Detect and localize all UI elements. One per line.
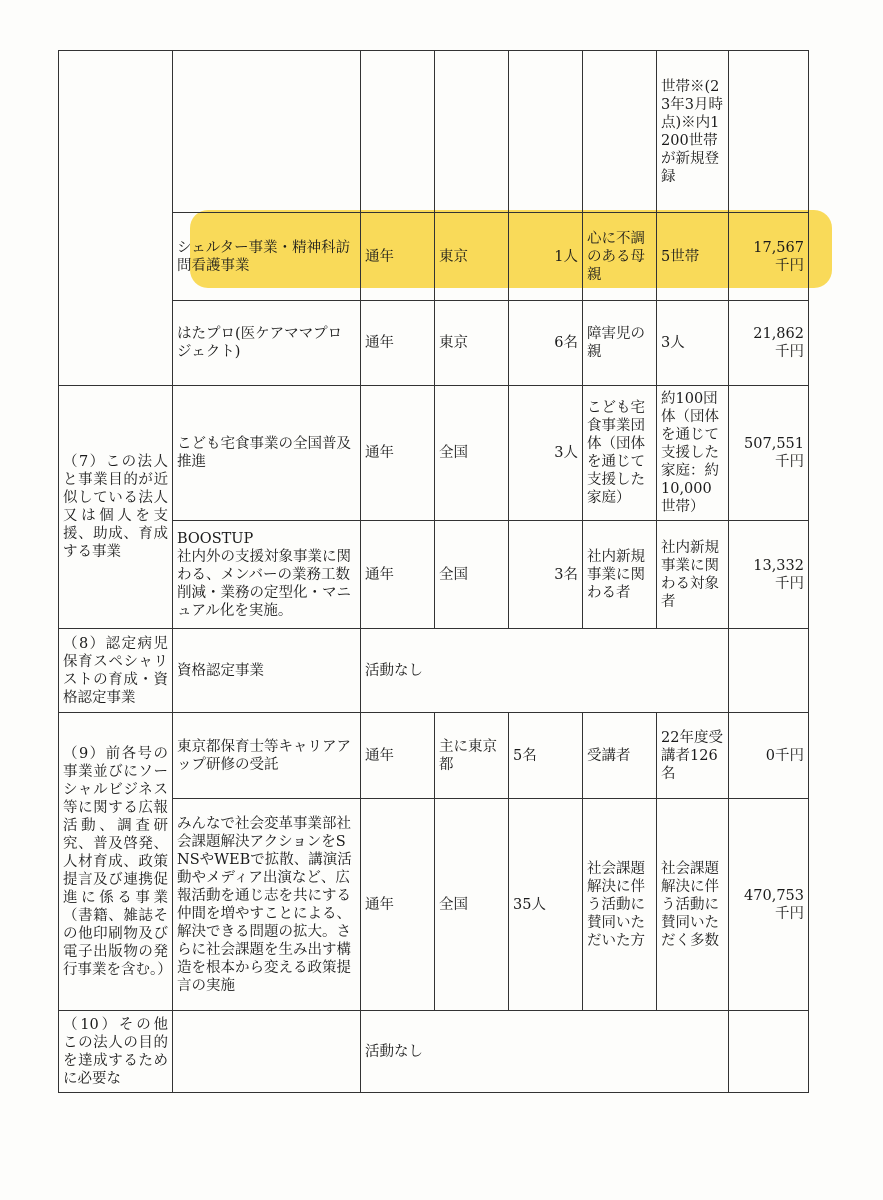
period-cell: 通年 (361, 386, 435, 521)
staff-cell: 1人 (509, 213, 583, 301)
staff-cell: 5名 (509, 713, 583, 799)
place-cell: 主に東京都 (435, 713, 509, 799)
period-cell: 通年 (361, 301, 435, 386)
cost-cell (729, 386, 809, 521)
staff-cell: 35人 (509, 799, 583, 1011)
cost-number: 13,332 (753, 557, 804, 574)
category-cell: （7）この法人と事業目的が近似している法人又は個人を支援、助成、育成する事業 (59, 386, 173, 629)
cost-cell (729, 213, 809, 301)
note-cell: 活動なし (361, 1011, 729, 1093)
cost-cell (729, 51, 809, 213)
cost-cell (729, 629, 809, 713)
project-cell (173, 51, 361, 213)
staff-cell (509, 51, 583, 213)
beneficiaries-cell: 3人 (657, 301, 729, 386)
table-row (59, 1011, 809, 1093)
business-table (58, 50, 809, 1093)
project-cell: シェルター事業・精神科訪問看護事業 (173, 213, 361, 301)
project-cell: こども宅食事業の全国普及推進 (173, 386, 361, 521)
category-cell: （10）その他この法人の目的を達成するために必要な (59, 1011, 173, 1093)
cost-number: 17,567 (753, 239, 804, 256)
beneficiaries-cell: 22年度受講者126名 (657, 713, 729, 799)
target-cell: 心に不調のある母親 (583, 213, 657, 301)
project-cell: みんなで社会変革事業部社会課題解決アクションをSNSやWEBで拡散、講演活動やメディア出演など、広報活動を通じ志を共にする仲間を増やすことによる、解決できる問題の拡大。さらに社会課題を生み出す構造を根本から変える政策提言の実施 (173, 799, 361, 1011)
cost-unit: 千円 (775, 344, 804, 360)
project-cell: 資格認定事業 (173, 629, 361, 713)
table-row (59, 386, 809, 521)
place-cell: 全国 (435, 386, 509, 521)
beneficiaries-cell: 世帯※(23年3月時点)※内1200世帯が新規登録 (657, 51, 729, 213)
period-cell: 通年 (361, 521, 435, 629)
target-cell: 障害児の親 (583, 301, 657, 386)
project-cell (173, 1011, 361, 1093)
beneficiaries-cell: 社会課題解決に伴う活動に賛同いただく多数 (657, 799, 729, 1011)
period-cell: 通年 (361, 213, 435, 301)
cost-number: 507,551 (744, 436, 804, 452)
period-cell (361, 51, 435, 213)
cost-cell: 0千円 (729, 713, 809, 799)
beneficiaries-cell: 社内新規事業に関わる対象者 (657, 521, 729, 629)
project-cell: はたプロ(医ケアママプロジェクト) (173, 301, 361, 386)
table-row (59, 51, 809, 213)
cost-unit: 千円 (775, 905, 804, 922)
place-cell: 東京 (435, 213, 509, 301)
period-cell: 通年 (361, 713, 435, 799)
category-cell: （8）認定病児保育スペシャリストの育成・資格認定事業 (59, 629, 173, 713)
staff-cell: 3名 (509, 521, 583, 629)
cost-unit: 千円 (775, 257, 804, 274)
place-cell (435, 51, 509, 213)
target-cell: 受講者 (583, 713, 657, 799)
place-cell: 全国 (435, 799, 509, 1011)
place-cell: 東京 (435, 301, 509, 386)
category-cell (59, 51, 173, 386)
beneficiaries-cell: 約100団体（団体を通じて支援した家庭：約10,000世帯） (657, 386, 729, 521)
target-cell (583, 51, 657, 213)
cost-number: 21,862 (753, 326, 804, 342)
cost-number: 470,753 (744, 887, 804, 904)
period-cell: 通年 (361, 799, 435, 1011)
project-cell (173, 521, 361, 629)
cost-cell (729, 1011, 809, 1093)
target-cell: こども宅食事業団体（団体を通じて支援した家庭） (583, 386, 657, 521)
table-row (59, 629, 809, 713)
staff-cell: 3人 (509, 386, 583, 521)
place-cell: 全国 (435, 521, 509, 629)
project-title: BOOSTUP (177, 530, 254, 547)
target-cell: 社内新規事業に関わる者 (583, 521, 657, 629)
category-cell: （9）前各号の事業並びにソーシャルビジネス等に関する広報活動、調査研究、普及啓発、人材育成、政策提言及び連携促進に係る事業（書籍、雑誌その他印刷物及び電子出版物の発行事業を含む。） (59, 713, 173, 1011)
cost-unit: 千円 (775, 575, 804, 592)
cost-cell (729, 521, 809, 629)
project-cell: 東京都保育士等キャリアアップ研修の受託 (173, 713, 361, 799)
target-cell: 社会課題解決に伴う活動に賛同いただいた方 (583, 799, 657, 1011)
cost-unit: 千円 (775, 454, 804, 470)
staff-cell: 6名 (509, 301, 583, 386)
project-description: 社内外の支援対象事業に関わる、メンバーの業務工数削減・業務の定型化・マニュアル化を実施。 (177, 548, 351, 619)
cost-cell (729, 301, 809, 386)
table-row (59, 713, 809, 799)
cost-cell (729, 799, 809, 1011)
note-cell: 活動なし (361, 629, 729, 713)
beneficiaries-cell: 5世帯 (657, 213, 729, 301)
